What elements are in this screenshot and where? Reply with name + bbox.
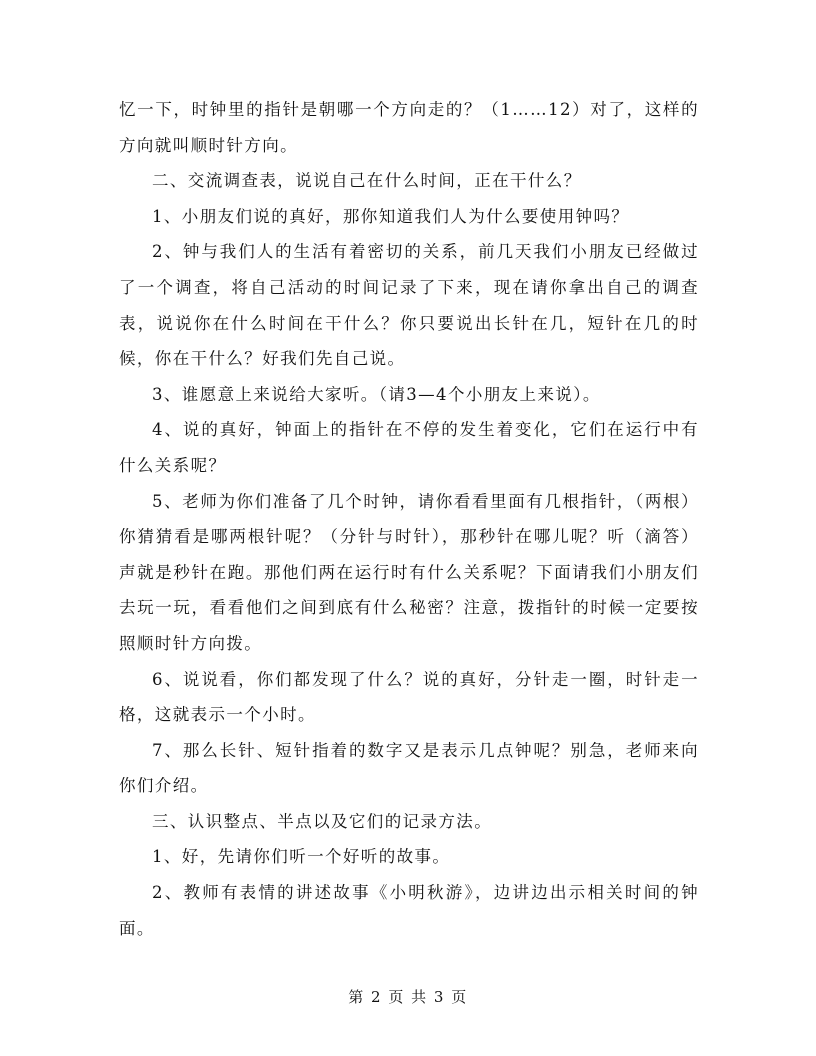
paragraph-item-2: 2、钟与我们人的生活有着密切的关系，前几天我们小朋友已经做过了一个调查，将自己活动的时间记录了下来，现在请你拿出自己的调查表，说说你在什么时间在干什么？你只要说出长针在几，短针在几的时候，你在干什么？好我们先自己说。 <box>119 242 699 369</box>
paragraph-item-7: 7、那么长针、短针指着的数字又是表示几点钟呢？别急，老师来向你们介绍。 <box>119 740 699 796</box>
paragraph-item-1: 1、小朋友们说的真好，那你知道我们人为什么要使用钟吗？ <box>152 206 630 226</box>
section-heading-3: 三、认识整点、半点以及它们的记录方法。 <box>152 811 493 831</box>
paragraph-item-1b: 1、好，先请你们听一个好听的故事。 <box>152 847 451 867</box>
section-heading-2: 二、交流调查表，说说自己在什么时间，正在干什么？ <box>152 171 582 191</box>
paragraph-item-5: 5、老师为你们准备了几个时钟，请你看看里面有几根指针，（两根）你猜猜看是哪两根针呢？（分针与时针），那秒针在哪儿呢？听（滴答）声就是秒针在跑。那他们两在运行时有什么关系呢？下面请我们小朋友们去玩一玩，看看他们之间到底有什么秘密？注意，拨指针的时候一定要按照顺时针方向拨。 <box>119 491 699 653</box>
paragraph-item-3: 3、谁愿意上来说给大家听。（请3—4个小朋友上来说）。 <box>152 384 601 404</box>
paragraph-item-4: 4、说的真好，钟面上的指针在不停的发生着变化，它们在运行中有什么关系呢？ <box>119 420 699 475</box>
paragraph-item-6: 6、说说看，你们都发现了什么？说的真好，分针走一圈，时针走一格，这就表示一个小时。 <box>119 669 699 725</box>
paragraph-item-2b: 2、教师有表情的讲述故事《小明秋游》，边讲边出示相关时间的钟面。 <box>119 883 699 938</box>
document-body <box>119 92 699 946</box>
page-number-footer: 第 2 页 共 3 页 <box>348 988 468 1006</box>
paragraph-continuation: 忆一下，时钟里的指针是朝哪一个方向走的？（1……12）对了，这样的方向就叫顺时针方向。 <box>119 100 699 155</box>
